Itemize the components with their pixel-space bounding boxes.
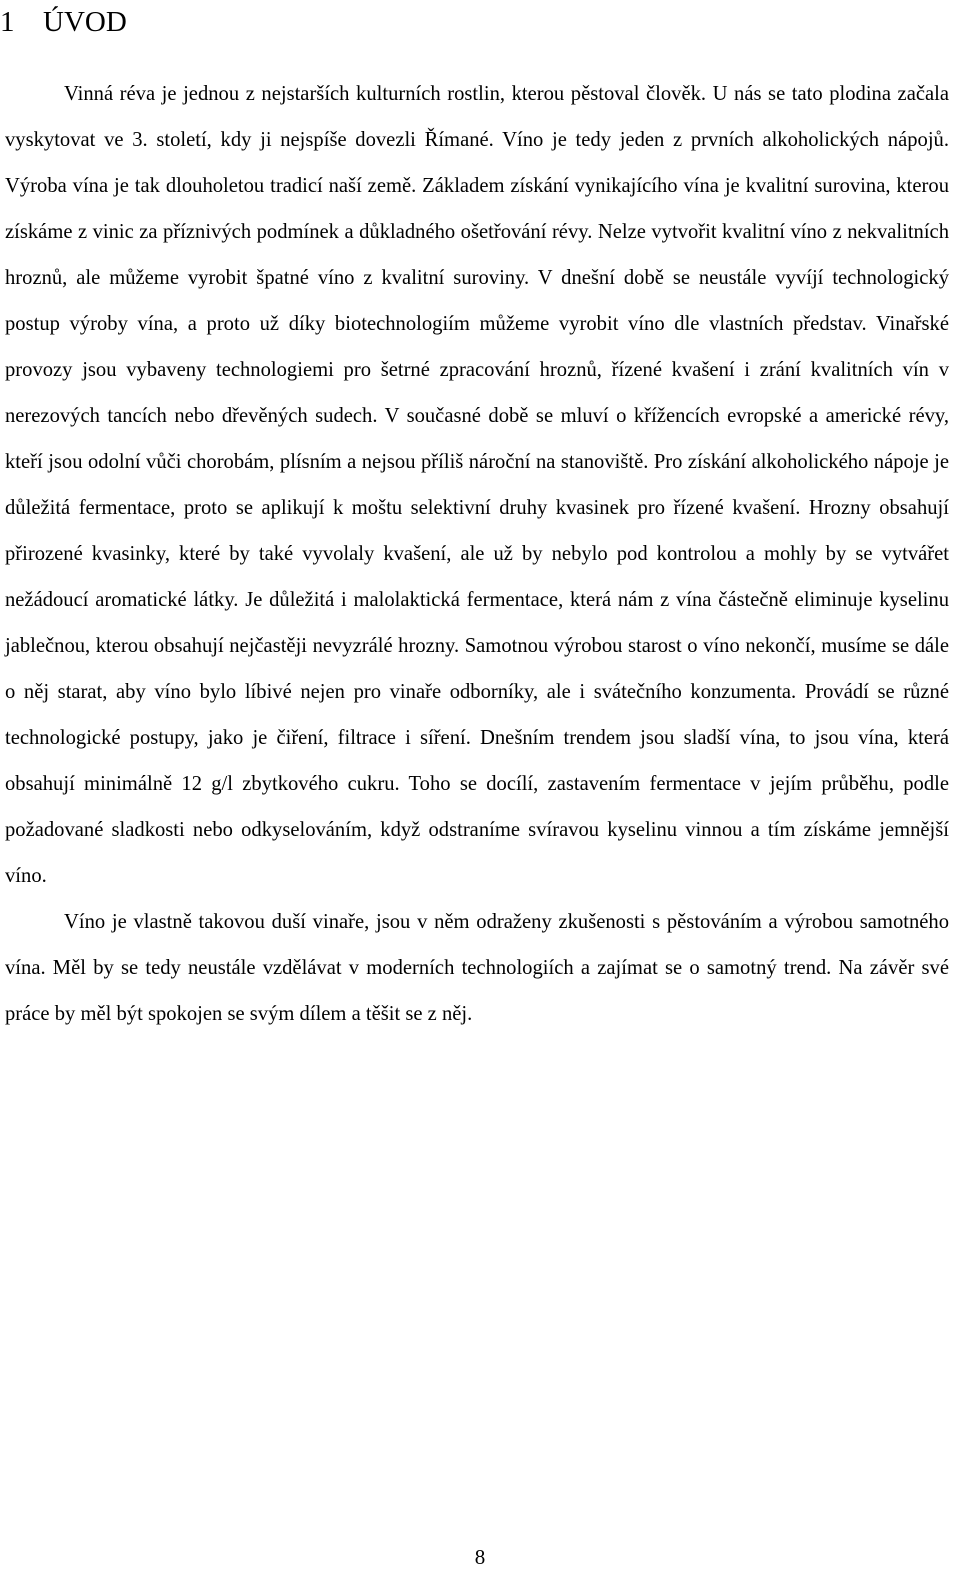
chapter-number: 1	[0, 6, 15, 38]
page-number: 8	[474, 1545, 486, 1569]
chapter-title: ÚVOD	[43, 6, 127, 38]
paragraph: Víno je vlastně takovou duší vinaře, jsou v něm odraženy zkušenosti s pěstováním a výrobou samotného vína. Měl by se tedy neustále vzdělávat v moderních technologiích a zajímat se o samotný trend. Na závěr své práce by měl být spokojen se svým dílem a těšit se z něj.	[5, 911, 949, 1025]
chapter-heading	[0, 2, 127, 42]
paragraph: Vinná réva je jednou z nejstarších kulturních rostlin, kterou pěstoval člověk. U nás se tato plodina začala vyskytovat ve 3. století, kdy ji nejspíše dovezli Římané. Víno je tedy jeden z prvních alkoholických nápojů. Výroba vína je tak dlouholetou tradicí naší země. Základem získání vynikajícího vína je kvalitní surovina, kterou získáme z vinic za příznivých podmínek a důkladného ošetřování révy. Nelze vytvořit kvalitní víno z nekvalitních hroznů, ale můžeme vyrobit špatné víno z kvalitní suroviny. V dnešní době se neustále vyvíjí technologický postup výroby vína, a proto už díky biotechnologiím můžeme vyrobit víno dle vlastních představ. Vinařské provozy jsou vybaveny technologiemi pro šetrné zpracování hroznů, řízené kvašení i zrání kvalitních vín v nerezových tancích nebo dřevěných sudech. V současné době se mluví o křížencích evropské a americké révy, kteří jsou odolní vůči chorobám, plísním a nejsou příliš nároční na stanoviště. Pro získání alkoholického nápoje je důležitá fermentace, proto se aplikují k moštu selektivní druhy kvasinek pro řízené kvašení. Hrozny obsahují přirozené kvasinky, které by také vyvolaly kvašení, ale už by nebylo pod kontrolou a mohly by se vytvářet nežádoucí aromatické látky. Je důležitá i malolaktická fermentace, která nám z vína částečně eliminuje kyselinu jablečnou, kterou obsahují nejčastěji nevyzrálé hrozny. Samotnou výrobou starost o víno nekončí, musíme se dále o něj starat, aby víno bylo líbivé nejen pro vinaře odborníky, ale i svátečního konzumenta. Provádí se různé technologické postupy, jako je čiření, filtrace i síření. Dnešním trendem jsou sladší vína, to jsou vína, která obsahují minimálně 12 g/l zbytkového cukru. Toho se docílí, zastavením fermentace v jejím průběhu, podle požadované sladkosti nebo odkyselováním, když odstraníme svíravou kyselinu vinnou a tím získáme jemnější víno.	[5, 83, 949, 887]
body-text	[5, 71, 949, 1037]
